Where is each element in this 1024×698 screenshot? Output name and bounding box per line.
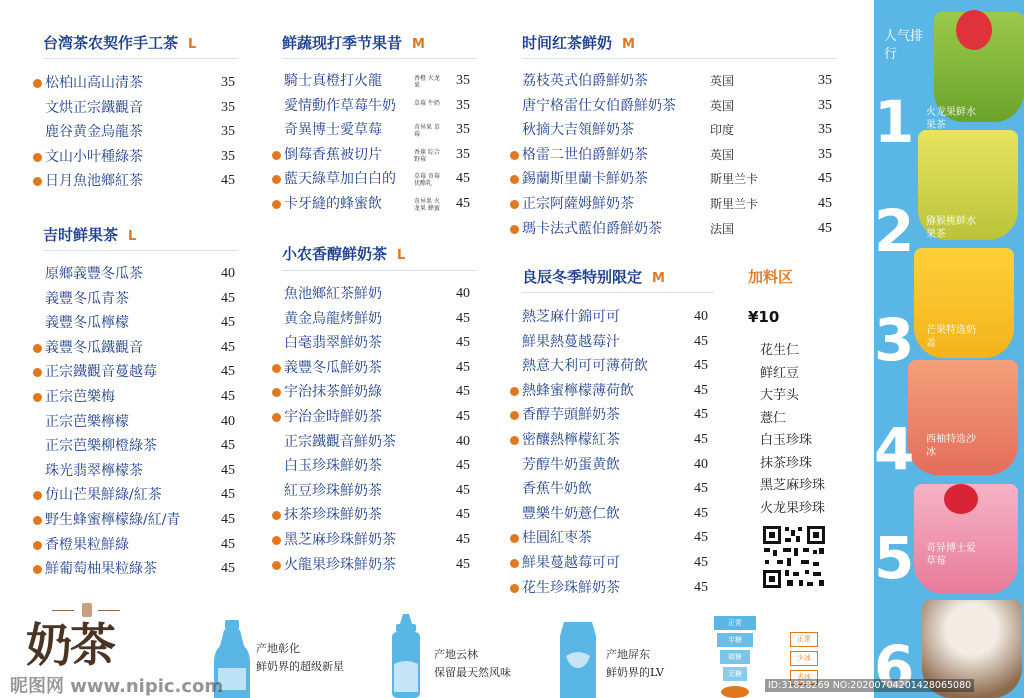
- hot-drink-icon: [33, 565, 42, 574]
- strawberry-icon: [944, 484, 978, 514]
- menu-item-name: 松柏山高山清茶: [45, 75, 143, 91]
- menu-item-price: 45: [456, 531, 470, 547]
- menu-item-price: 35: [456, 73, 470, 88]
- menu-item: [45, 410, 235, 435]
- sugar-level: 正常: [714, 616, 756, 630]
- menu-item-origin: 印度: [710, 123, 735, 138]
- menu-item: [522, 330, 712, 355]
- menu-item-origin: 斯里兰卡: [710, 172, 759, 187]
- menu-item: [284, 528, 474, 553]
- menu-item-price: 45: [456, 359, 470, 375]
- menu-item: [522, 502, 712, 527]
- menu-item-name: 香蕉牛奶飲: [522, 481, 592, 498]
- menu-item: [522, 526, 712, 551]
- rank-label: 芒果特选奶盖: [926, 325, 976, 349]
- menu-item-name: 義豐冬瓜檸檬: [45, 315, 129, 332]
- menu-item-name: 鹿谷黄金烏龍茶: [45, 124, 143, 141]
- menu-item-price: 40: [694, 309, 708, 324]
- menu-item-name: 鮮葡萄柚果粒綠茶: [45, 561, 157, 578]
- section-title-smoothies: 鲜蔬现打季节果昔 M: [282, 34, 425, 52]
- milk-origin-1: 产地彰化 鲜奶界的超级新星: [256, 642, 344, 673]
- hot-drink-icon: [272, 151, 281, 160]
- hot-drink-icon: [272, 364, 281, 373]
- menu-item: [45, 287, 235, 312]
- section-title-winter-special: 良辰冬季特别限定 M: [522, 268, 665, 286]
- hot-drink-icon: [272, 511, 281, 520]
- menu-item-price: 45: [694, 382, 708, 398]
- menu-item-name: 奇異博士愛草莓: [284, 122, 382, 139]
- menu-item-name: 密釀熱檸檬紅茶: [522, 431, 620, 448]
- hot-drink-icon: [510, 200, 519, 209]
- menu-item-price: 45: [221, 487, 235, 503]
- menu-item: [522, 428, 712, 453]
- addon-item: 鲜红豆: [760, 365, 800, 381]
- menu-item-price: 45: [221, 462, 235, 478]
- divider: [52, 610, 74, 611]
- section-title-fruit-tea: 吉时鲜果茶 L: [43, 226, 137, 244]
- menu-item-origin: 斯里兰卡: [710, 196, 759, 211]
- menu-item: [522, 576, 712, 601]
- sugar-level: 半糖: [717, 633, 753, 647]
- menu-item-name: 愛情動作草莓牛奶: [284, 97, 396, 114]
- ice-level: 正常: [790, 632, 818, 647]
- menu-item-name: 藍天綠草加白白的: [284, 171, 396, 188]
- menu-item-price: 45: [456, 458, 470, 474]
- menu-item-name: 文山小叶種綠茶: [45, 148, 143, 165]
- menu-item-name: 唐宁格雷仕女伯爵鮮奶茶: [522, 97, 676, 114]
- section-title-handmade-tea: 台湾茶农契作手工茶 L: [43, 34, 197, 52]
- menu-list-winter-special: [522, 305, 712, 600]
- menu-item-name: 騎士真橙打火龍: [284, 73, 382, 89]
- addon-item: 抹茶珍珠: [760, 455, 813, 471]
- menu-item: [45, 459, 235, 484]
- hot-drink-icon: [510, 387, 519, 396]
- menu-item: [284, 405, 474, 430]
- menu-item-price: 45: [818, 220, 832, 236]
- menu-item-name: 仿山芒果鮮綠/紅茶: [45, 487, 162, 504]
- hot-drink-icon: [33, 368, 42, 377]
- menu-item-price: 45: [221, 561, 235, 577]
- menu-item-price: 45: [221, 364, 235, 380]
- rank-number: 4: [874, 415, 915, 483]
- menu-list-fruit-tea: [45, 262, 235, 582]
- menu-item-price: 45: [694, 554, 708, 570]
- addon-item: 薏仁: [760, 410, 787, 426]
- hot-drink-icon: [272, 388, 281, 397]
- menu-item-name: 正宗鐵觀音鮮奶茶: [284, 433, 396, 450]
- menu-item-price: 45: [456, 171, 470, 187]
- hot-drink-icon: [510, 584, 519, 593]
- menu-item-price: 35: [818, 122, 832, 138]
- rank-number: 3: [874, 306, 915, 374]
- menu-item-price: 45: [221, 536, 235, 552]
- strawberry-icon: [956, 10, 992, 50]
- menu-item-price: 35: [818, 97, 832, 113]
- menu-item: [522, 305, 712, 330]
- menu-item-name: 倒莓香蕉被切片: [284, 146, 382, 163]
- addons-list: [760, 340, 825, 520]
- rank-label: 火龙果鲜水果茶: [926, 107, 976, 131]
- menu-item-price: 35: [221, 75, 235, 90]
- menu-item-ingredients: 香蕉 综合野莓: [414, 148, 440, 163]
- menu-item: [45, 262, 235, 287]
- menu-item-name: 瑪卡法式藍伯爵鮮奶茶: [522, 220, 662, 237]
- menu-item: [45, 483, 235, 508]
- menu-item-name: 鮮果蔓越莓可可: [522, 554, 620, 571]
- hot-drink-icon: [272, 175, 281, 184]
- addons-price: ¥10: [748, 308, 780, 326]
- menu-item-price: 45: [221, 511, 235, 527]
- menu-item-price: 45: [221, 388, 235, 404]
- menu-item: [45, 336, 235, 361]
- menu-item-name: 熱意大利可可薄荷飲: [522, 358, 648, 375]
- menu-item-price: 40: [221, 266, 235, 281]
- menu-item-price: 45: [221, 438, 235, 454]
- menu-item-price: 45: [456, 195, 470, 211]
- menu-item: [45, 169, 235, 194]
- qr-code-icon: [761, 524, 827, 590]
- menu-list-milk-tea: [284, 282, 474, 577]
- hot-drink-icon: [33, 393, 42, 402]
- menu-item-name: 火龍果珍珠鮮奶茶: [284, 556, 396, 573]
- menu-item: [284, 380, 474, 405]
- menu-item-name: 香橙果粒鮮綠: [45, 536, 129, 553]
- menu-item-name: 白毫翡翠鮮奶茶: [284, 335, 382, 352]
- hot-drink-icon: [510, 411, 519, 420]
- menu-item-price: 45: [221, 290, 235, 306]
- ice-level: 少冰: [790, 651, 818, 666]
- menu-item-origin: 英国: [710, 147, 735, 162]
- menu-item-name: 卡牙縫的蜂蜜飲: [284, 195, 382, 212]
- menu-item: [522, 551, 712, 576]
- menu-item-name: 芳醇牛奶蛋黄飲: [522, 456, 620, 473]
- rank-number: 6: [874, 633, 915, 698]
- divider: [43, 250, 238, 251]
- sugar-level: 无糖: [723, 667, 747, 681]
- menu-item-name: 格雷二世伯爵鮮奶茶: [522, 146, 648, 163]
- menu-item-ingredients: 草莓 牛奶: [414, 99, 440, 107]
- menu-item-price: 45: [456, 482, 470, 498]
- menu-item-name: 紅豆珍珠鮮奶茶: [284, 482, 382, 499]
- menu-item: [284, 454, 474, 479]
- menu-item-name: 豐樂牛奶薏仁飲: [522, 505, 620, 522]
- menu-item-price: 45: [694, 431, 708, 447]
- menu-item: [522, 94, 832, 119]
- divider: [43, 58, 238, 59]
- menu-item-price: 45: [818, 171, 832, 187]
- menu-item-name: 正宗芭樂檸檬: [45, 413, 129, 430]
- hot-drink-icon: [33, 541, 42, 550]
- menu-item: [45, 385, 235, 410]
- menu-item: [45, 557, 235, 582]
- menu-item-price: 35: [221, 99, 235, 115]
- menu-item-price: 45: [694, 579, 708, 595]
- menu-item-price: 35: [456, 122, 470, 138]
- menu-item-price: 40: [456, 286, 470, 301]
- menu-item-price: 45: [221, 173, 235, 189]
- menu-item-ingredients: 奇异果 火龙果 蜂蜜: [414, 197, 440, 212]
- menu-item-name: 正宗鐵觀音蔓越莓: [45, 364, 157, 381]
- menu-list-handmade-tea: [45, 71, 235, 194]
- menu-item: [284, 430, 474, 455]
- menu-item-price: 45: [694, 505, 708, 521]
- menu-item: [284, 167, 474, 192]
- addon-item: 白玉珍珠: [760, 433, 813, 448]
- section-title-milk-tea: 小农香醇鲜奶茶 L: [282, 245, 406, 263]
- rank-label: 奇异博士爱草莓: [926, 543, 976, 567]
- menu-item-name: 正宗芭樂柳橙綠茶: [45, 438, 157, 455]
- menu-item: [45, 360, 235, 385]
- menu-item-price: 45: [818, 195, 832, 211]
- hot-drink-icon: [510, 436, 519, 445]
- menu-item: [284, 282, 474, 307]
- menu-item-name: 黑芝麻珍珠鮮奶茶: [284, 531, 396, 548]
- menu-item: [284, 331, 474, 356]
- hot-drink-icon: [272, 536, 281, 545]
- menu-item-name: 珠光翡翠檸檬茶: [45, 462, 143, 479]
- menu-item-ingredients: 草莓 奇莓 优酪乳: [414, 173, 440, 188]
- hot-drink-icon: [33, 516, 42, 525]
- addon-item: 黑芝麻珍珠: [760, 478, 826, 493]
- menu-item-origin: 英国: [710, 74, 735, 88]
- menu-item-name: 魚池鄉紅茶鮮奶: [284, 286, 382, 302]
- menu-item: [284, 356, 474, 381]
- rank-number: 5: [874, 524, 915, 592]
- milk-origin-3: 产地屏东 鲜奶界的LV: [606, 648, 664, 679]
- menu-item: [522, 192, 832, 217]
- menu-item-price: 45: [694, 333, 708, 349]
- milk-carton-icon: [556, 622, 600, 698]
- menu-list-smoothies: [284, 69, 474, 217]
- sugar-level: 微糖: [720, 650, 750, 664]
- menu-item-price: 35: [818, 73, 832, 88]
- menu-item-ingredients: 奇异果 草莓: [414, 124, 440, 139]
- menu-item-price: 45: [694, 358, 708, 374]
- rank-label: 西柚特选沙冰: [926, 434, 976, 458]
- menu-item: [45, 508, 235, 533]
- menu-item-name: 香醇芋頭鮮奶茶: [522, 407, 620, 424]
- watermark-left: 昵图网 www.nipic.com: [10, 676, 224, 697]
- menu-item: [522, 379, 712, 404]
- hot-drink-icon: [272, 413, 281, 422]
- menu-item: [284, 307, 474, 332]
- menu-item: [522, 118, 832, 143]
- menu-item-name: 義豐冬瓜青茶: [45, 290, 129, 307]
- menu-item: [522, 477, 712, 502]
- menu-item-name: 抹茶珍珠鮮奶茶: [284, 507, 382, 524]
- hot-drink-icon: [510, 225, 519, 234]
- menu-item-price: 45: [221, 339, 235, 355]
- menu-item-name: 白玉珍珠鮮奶茶: [284, 458, 382, 475]
- menu-item-price: 45: [456, 335, 470, 351]
- menu-item-name: 義豐冬瓜鮮奶茶: [284, 359, 382, 376]
- menu-item-name: 正宗芭樂梅: [45, 388, 115, 405]
- menu-item: [522, 69, 832, 94]
- milk-origin-2: 产地云林 保留最天然风味: [434, 648, 511, 679]
- hot-drink-icon: [33, 491, 42, 500]
- menu-item-price: 45: [694, 481, 708, 497]
- menu-item: [45, 96, 235, 121]
- menu-item-name: 正宗阿薩姆鮮奶茶: [522, 195, 634, 212]
- hot-drink-icon: [510, 534, 519, 543]
- menu-item-name: 日月魚池鄉紅茶: [45, 173, 143, 190]
- menu-item-price: 45: [456, 384, 470, 400]
- watermark-right: ID:31828269 NO:20200704201428065080: [765, 679, 974, 692]
- menu-item-name: 文烘正宗鐵觀音: [45, 99, 143, 116]
- menu-item: [45, 311, 235, 336]
- hot-drink-icon: [33, 177, 42, 186]
- hot-drink-icon: [33, 344, 42, 353]
- menu-item: [284, 553, 474, 578]
- rank-number: 1: [874, 88, 915, 156]
- menu-item-origin: 英国: [710, 98, 735, 113]
- menu-item-name: 黄金烏龍烤鮮奶: [284, 310, 382, 327]
- popularity-ranking-panel: [874, 0, 1024, 698]
- menu-item-name: 原鄉義豐冬瓜茶: [45, 266, 143, 282]
- menu-item: [522, 143, 832, 168]
- addon-item: 火龙果珍珠: [760, 500, 826, 516]
- menu-item: [45, 71, 235, 96]
- menu-item-ingredients: 香橙 火龙果: [414, 75, 440, 89]
- menu-item-name: 熱蜂蜜檸檬薄荷飲: [522, 382, 634, 399]
- hot-drink-icon: [510, 559, 519, 568]
- menu-item-name: 義豐冬瓜鐵觀音: [45, 339, 143, 356]
- menu-item: [45, 120, 235, 145]
- menu-item-name: 桂圓紅枣茶: [522, 530, 592, 547]
- rank-label: 猕猴桃鲜水果茶: [926, 216, 976, 240]
- menu-item-name: 秋摘大吉領鮮奶茶: [522, 122, 634, 139]
- menu-item-name: 宇治金時鮮奶茶: [284, 408, 382, 425]
- menu-item-price: 45: [221, 315, 235, 331]
- menu-item: [284, 94, 474, 119]
- menu-item: [284, 118, 474, 143]
- menu-item-price: 35: [456, 146, 470, 162]
- menu-item-name: 鮮果熱蔓越莓汁: [522, 333, 620, 350]
- menu-item-price: 35: [818, 146, 832, 162]
- hot-drink-icon: [33, 79, 42, 88]
- menu-item: [522, 403, 712, 428]
- menu-item-price: 35: [221, 148, 235, 164]
- hot-drink-icon: [272, 200, 281, 209]
- menu-item: [284, 192, 474, 217]
- menu-item-price: 40: [694, 456, 708, 472]
- menu-item-name: 宇治抹茶鮮奶綠: [284, 384, 382, 401]
- ice-level: 去冰: [790, 670, 818, 685]
- menu-item-name: 熱芝麻什錦可可: [522, 309, 620, 325]
- menu-item-price: 35: [456, 97, 470, 113]
- menu-item-name: 荔枝英式伯爵鮮奶茶: [522, 73, 648, 89]
- cup-base-icon: [721, 686, 749, 698]
- menu-item: [522, 453, 712, 478]
- hot-drink-icon: [510, 151, 519, 160]
- menu-item: [522, 354, 712, 379]
- addon-item: 大芋头: [760, 388, 800, 403]
- addon-item: 花生仁: [760, 343, 800, 358]
- menu-item: [284, 143, 474, 168]
- ranking-title: 人气排行: [884, 29, 924, 62]
- menu-item: [45, 145, 235, 170]
- brand-logo: 奶茶: [26, 618, 114, 672]
- menu-item-price: 40: [221, 413, 235, 429]
- menu-item-name: 野生蜂蜜檸檬綠/紅/青: [45, 511, 181, 528]
- menu-item: [284, 479, 474, 504]
- menu-item-price: 45: [456, 310, 470, 326]
- hot-drink-icon: [510, 175, 519, 184]
- menu-item-price: 45: [694, 407, 708, 423]
- rank-number: 2: [874, 197, 915, 265]
- menu-item: [522, 167, 832, 192]
- menu-item: [45, 533, 235, 558]
- divider: [282, 270, 477, 271]
- menu-item-name: 花生珍珠鮮奶茶: [522, 579, 620, 596]
- menu-item: [284, 69, 474, 94]
- menu-item: [45, 434, 235, 459]
- menu-item: [522, 217, 832, 242]
- menu-list-black-tea-milk: [522, 69, 832, 241]
- menu-item-price: 45: [694, 530, 708, 546]
- addons-title: 加料区: [748, 268, 794, 286]
- menu-item-origin: 法国: [710, 221, 735, 236]
- menu-item-name: 錫蘭斯里蘭卡鮮奶茶: [522, 171, 648, 188]
- divider: [522, 292, 714, 293]
- menu-item-price: 45: [456, 408, 470, 424]
- section-title-black-tea-milk: 时间红茶鲜奶 M: [522, 34, 635, 52]
- menu-item-price: 45: [456, 556, 470, 572]
- baby-bottle-icon: [388, 614, 424, 698]
- menu-item-price: 45: [456, 507, 470, 523]
- divider: [282, 58, 477, 59]
- hot-drink-icon: [272, 561, 281, 570]
- divider: [522, 58, 837, 59]
- hot-drink-icon: [33, 153, 42, 162]
- menu-item: [284, 503, 474, 528]
- menu-item-price: 35: [221, 124, 235, 140]
- divider: [98, 610, 120, 611]
- menu-item-price: 40: [456, 433, 470, 449]
